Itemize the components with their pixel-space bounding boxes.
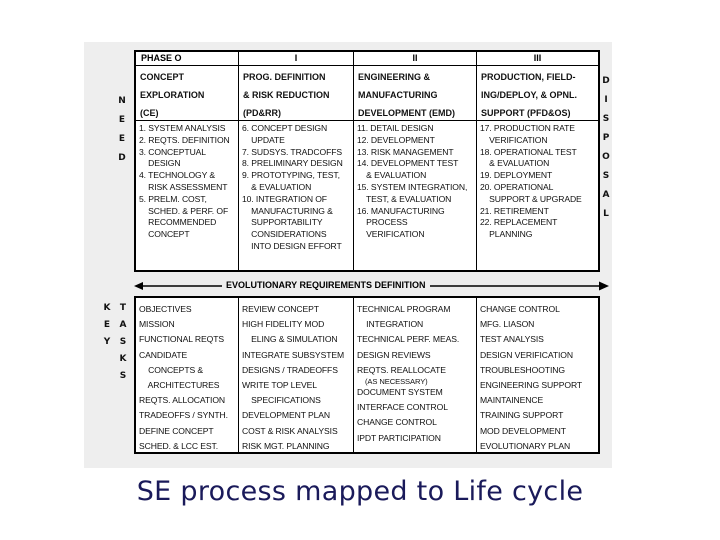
- tasks-column: [476, 298, 598, 452]
- step-item: VERIFICATION: [357, 229, 425, 240]
- phase-header: II: [354, 52, 476, 66]
- phase-header: PHASE O: [136, 52, 238, 66]
- tasks-label: [117, 300, 129, 385]
- task-item: REQTS. ALLOCATION: [139, 395, 226, 406]
- step-item: SUPPORTABILITY: [242, 217, 323, 228]
- phase-title-line: ENGINEERING &: [358, 72, 431, 82]
- tasks-letter: K: [119, 354, 127, 364]
- phase-column: [353, 52, 476, 270]
- task-item: CHANGE CONTROL: [480, 304, 560, 314]
- key-label: [101, 300, 113, 351]
- task-item: WRITE TOP LEVEL: [242, 380, 317, 391]
- step-item: 9. PROTOTYPING, TEST,: [242, 170, 340, 181]
- step-item: 10. INTEGRATION OF: [242, 193, 327, 204]
- task-item: EVOLUTIONARY PLAN: [480, 440, 571, 451]
- task-item: MISSION: [139, 319, 175, 330]
- tasks-letter: S: [119, 371, 127, 381]
- task-item: TEST ANALYSIS: [480, 334, 544, 345]
- tasks-column: [136, 298, 238, 452]
- task-list: [480, 302, 597, 454]
- step-item: 15. SYSTEM INTEGRATION,: [357, 181, 468, 192]
- phases-table: [134, 50, 600, 272]
- needs-label: [116, 92, 128, 168]
- needs-letter: N: [118, 96, 126, 106]
- step-item: 18. OPERATIONAL TEST: [480, 146, 577, 157]
- phase-title: [140, 68, 236, 122]
- step-item: 8. PRELIMINARY DESIGN: [242, 158, 343, 169]
- key-letter: K: [103, 303, 111, 313]
- phase-steps: [357, 123, 475, 241]
- step-item: 6. CONCEPT DESIGN: [242, 123, 328, 133]
- step-item: 14. DEVELOPMENT TEST: [357, 158, 459, 169]
- phase-title-line: & RISK REDUCTION: [243, 90, 330, 100]
- disposal-letter: S: [602, 171, 610, 181]
- step-item: 19. DEPLOYMENT: [480, 170, 553, 181]
- phase-steps: [242, 123, 352, 253]
- task-item: CANDIDATE: [139, 349, 188, 360]
- phase-title: [243, 68, 351, 122]
- step-item: DESIGN: [139, 158, 181, 169]
- slide-caption: SE process mapped to Life cycle: [136, 476, 584, 507]
- divider: [136, 120, 238, 121]
- phase-steps: [139, 123, 237, 241]
- step-item: 13. RISK MANAGEMENT: [357, 146, 454, 157]
- tasks-letter: A: [119, 320, 127, 330]
- tasks-letter: S: [119, 337, 127, 347]
- disposal-letter: A: [602, 190, 610, 200]
- phase-title-line: (CE): [140, 108, 159, 118]
- disposal-letter: L: [603, 209, 609, 219]
- phase-title-line: EXPLORATION: [140, 90, 205, 100]
- task-item: ELING & SIMULATION: [242, 334, 338, 345]
- phase-title-line: SUPPORT (PFD&OS): [481, 108, 571, 118]
- phase-header: III: [477, 52, 598, 66]
- step-item: INTO DESIGN EFFORT: [242, 240, 342, 251]
- step-item: 3. CONCEPTUAL: [139, 146, 206, 157]
- step-item: 7. SUDSYS. TRADCOFFS: [242, 146, 343, 157]
- phase-title-line: DEVELOPMENT (EMD): [358, 108, 456, 118]
- phase-column: [476, 52, 598, 270]
- disposal-letter: I: [604, 95, 608, 105]
- task-list: [139, 302, 237, 454]
- step-item: & EVALUATION: [480, 158, 550, 169]
- task-list: [242, 302, 352, 454]
- step-item: 22. REPLACEMENT: [480, 217, 558, 228]
- step-item: RISK ASSESSMENT: [139, 181, 228, 192]
- task-item: COST & RISK ANALYSIS: [242, 425, 338, 436]
- task-item: OBJECTIVES: [139, 304, 192, 314]
- task-item: TECHNICAL PERF. MEAS.: [357, 334, 460, 345]
- step-item: VERIFICATION: [480, 134, 548, 145]
- task-item: REVIEW CONCEPT: [242, 304, 319, 314]
- phase-title-line: PROG. DEFINITION: [243, 72, 326, 82]
- step-item: & EVALUATION: [357, 170, 427, 181]
- phase-title-line: PRODUCTION, FIELD-: [481, 72, 576, 82]
- phase-title-line: (PD&RR): [243, 108, 281, 118]
- phase-title-line: CONCEPT: [140, 72, 185, 82]
- task-item: SCHED. & LCC EST.: [139, 440, 219, 451]
- step-item: PLANNING: [480, 229, 533, 240]
- step-item: SCHED. & PERF. OF: [139, 205, 229, 216]
- step-item: CONCEPT: [139, 229, 190, 240]
- tasks-letter: T: [119, 303, 127, 313]
- task-item: DESIGNS / TRADEOFFS: [242, 364, 338, 375]
- task-item: TECHNICAL PROGRAM: [357, 304, 451, 314]
- task-item: MAINTAINENCE: [480, 395, 544, 406]
- phase-steps: [480, 123, 597, 241]
- task-item: INTEGRATION: [357, 319, 424, 330]
- task-list: [357, 302, 475, 446]
- step-item: PROCESS: [357, 217, 408, 228]
- step-item: RECOMMENDED: [139, 217, 217, 228]
- task-item: TROUBLESHOOTING: [480, 364, 565, 375]
- divider: [354, 120, 476, 121]
- phase-column: [136, 52, 238, 270]
- needs-letter: E: [118, 134, 126, 144]
- step-item: 21. RETIREMENT: [480, 205, 549, 216]
- task-item: IPDT PARTICIPATION: [357, 432, 441, 443]
- task-item: MOD DEVELOPMENT: [480, 425, 566, 436]
- key-letter: Y: [103, 337, 111, 347]
- phase-title-line: MANUFACTURING: [358, 90, 438, 100]
- step-item: 20. OPERATIONAL: [480, 181, 554, 192]
- step-item: MANUFACTURING &: [242, 205, 333, 216]
- task-item: REQTS. REALLOCATE: [357, 364, 446, 375]
- step-item: CONSIDERATIONS: [242, 229, 327, 240]
- task-item: DESIGN REVIEWS: [357, 349, 431, 360]
- step-item: 2. REQTS. DEFINITION: [139, 134, 230, 145]
- task-item: ENGINEERING SUPPORT: [480, 380, 583, 391]
- step-item: 17. PRODUCTION RATE: [480, 123, 575, 133]
- disposal-letter: D: [602, 76, 610, 86]
- disposal-letter: O: [602, 152, 610, 162]
- tasks-column: [353, 298, 476, 452]
- phase-title: [358, 68, 474, 122]
- divider: [477, 120, 598, 121]
- phase-title-line: ING/DEPLOY, & OPNL.: [481, 90, 578, 100]
- task-item: HIGH FIDELITY MOD: [242, 319, 325, 330]
- tasks-column: [238, 298, 353, 452]
- step-item: 4. TECHNOLOGY &: [139, 170, 216, 181]
- phase-column: [238, 52, 353, 270]
- phase-title: [481, 68, 596, 122]
- evolution-label: EVOLUTIONARY REQUIREMENTS DEFINITION: [222, 278, 430, 292]
- task-item: CONCEPTS &: [139, 364, 204, 375]
- needs-letter: E: [118, 115, 126, 125]
- task-item: SPECIFICATIONS: [242, 395, 321, 406]
- divider: [239, 120, 353, 121]
- task-item: INTERFACE CONTROL: [357, 402, 448, 413]
- step-item: 11. DETAIL DESIGN: [357, 123, 434, 133]
- step-item: 5. PRELM. COST,: [139, 193, 207, 204]
- task-note: (AS NECESSARY): [365, 377, 428, 387]
- step-item: 12. DEVELOPMENT: [357, 134, 435, 145]
- task-item: CHANGE CONTROL: [357, 417, 437, 428]
- disposal-letter: S: [602, 114, 610, 124]
- key-tasks-table: [134, 296, 600, 454]
- task-item: DOCUMENT SYSTEM: [357, 387, 443, 398]
- evolution-arrow: [134, 278, 610, 294]
- step-item: 16. MANUFACTURING: [357, 205, 445, 216]
- step-item: TEST, & EVALUATION: [357, 193, 452, 204]
- phase-header: I: [239, 52, 353, 66]
- task-item: TRAINING SUPPORT: [480, 410, 564, 421]
- task-item: TRADEOFFS / SYNTH.: [139, 410, 228, 421]
- task-item: FUNCTIONAL REQTS: [139, 334, 224, 345]
- disposal-label: [600, 72, 612, 224]
- disposal-letter: P: [602, 133, 610, 143]
- task-item: MFG. LIASON: [480, 319, 535, 330]
- task-item: ARCHITECTURES: [139, 380, 220, 391]
- task-item: DEFINE CONCEPT: [139, 425, 214, 436]
- step-item: 1. SYSTEM ANALYSIS: [139, 123, 226, 133]
- task-item: INTEGRATE SUBSYSTEM: [242, 349, 345, 360]
- task-item: RISK MGT. PLANNING: [242, 440, 330, 451]
- step-item: UPDATE: [242, 134, 285, 145]
- key-letter: E: [103, 320, 111, 330]
- task-item: DESIGN VERIFICATION: [480, 349, 573, 360]
- step-item: & EVALUATION: [242, 181, 312, 192]
- task-item: DEVELOPMENT PLAN: [242, 410, 331, 421]
- needs-letter: D: [118, 153, 126, 163]
- step-item: SUPPORT & UPGRADE: [480, 193, 582, 204]
